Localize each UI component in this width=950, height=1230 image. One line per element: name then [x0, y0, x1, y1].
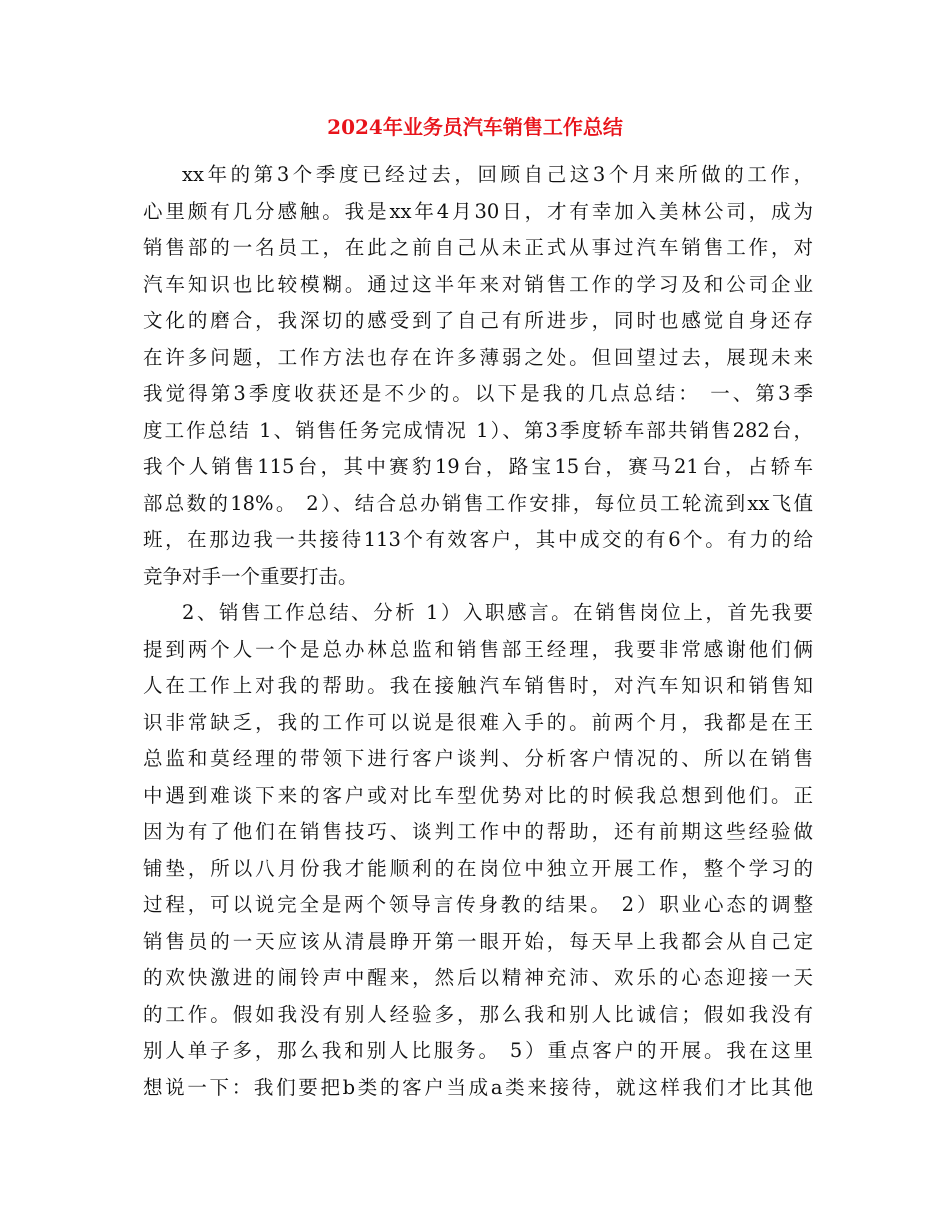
paragraph-1-line: 汽车知识也比较模糊。通过这半年来对销售工作的学习及和公司企业 [143, 272, 813, 296]
paragraph-1-line: 在许多问题，工作方法也存在许多薄弱之处。但回望过去，展现未来 [143, 345, 813, 369]
document-body [143, 157, 813, 1106]
paragraph-2-line: 总监和莫经理的带领下进行客户谈判、分析客户情况的、所以在销售 [143, 747, 813, 770]
paragraph-2-line: 2、销售工作总结、分析 1）入职感言。在销售岗位上，首先我要 [182, 601, 813, 624]
paragraph-2-line: 的工作。假如我没有别人经验多，那么我和别人比诚信；假如我没有 [143, 1002, 813, 1026]
paragraph-1-line: 心里颇有几分感触。我是xx年4月30日，才有幸加入美林公司，成为 [143, 199, 813, 223]
paragraph-1-line: 度工作总结 1、销售任务完成情况 1）、第3季度轿车部共销售282台， [143, 418, 813, 442]
paragraph-2-line: 的欢快激进的闹铃声中醒来，然后以精神充沛、欢乐的心态迎接一天 [143, 966, 813, 989]
paragraph-1-line: xx年的第3个季度已经过去，回顾自己这3个月来所做的工作， [182, 163, 813, 186]
paragraph-2-line: 识非常缺乏，我的工作可以说是很难入手的。前两个月，我都是在王 [143, 710, 813, 734]
paragraph-1-line: 我个人销售115台，其中赛豹19台，路宝15台，赛马21台，占轿车 [143, 455, 813, 478]
paragraph-1-line: 竞争对手一个重要打击。 [143, 564, 358, 588]
paragraph-2-line: 人在工作上对我的帮助。我在接触汽车销售时，对汽车知识和销售知 [143, 674, 813, 697]
paragraph-2-line: 铺垫，所以八月份我才能顺利的在岗位中独立开展工作，整个学习的 [143, 856, 813, 880]
paragraph-1-line: 班，在那边我一共接待113个有效客户，其中成交的有6个。有力的给 [143, 528, 813, 551]
document-title: 2024年业务员汽车销售工作总结 [327, 115, 623, 139]
paragraph-2-line: 过程，可以说完全是两个领导言传身教的结果。 2）职业心态的调整 [143, 893, 813, 916]
paragraph-1-line: 我觉得第3季度收获还是不少的。以下是我的几点总结： 一、第3季 [143, 382, 813, 405]
paragraph-1-line: 销售部的一名员工，在此之前自己从未正式从事过汽车销售工作，对 [143, 236, 813, 259]
paragraph-2-line: 想说一下：我们要把b类的客户当成a类来接待，就这样我们才比其他 [143, 1075, 813, 1099]
paragraph-1-line: 部总数的18%。 2）、结合总办销售工作安排，每位员工轮流到xx飞值 [143, 491, 813, 515]
paragraph-1-line: 文化的磨合，我深切的感受到了自己有所进步，同时也感觉自身还存 [143, 309, 813, 332]
paragraph-2-line: 别人单子多，那么我和别人比服务。 5）重点客户的开展。我在这里 [143, 1039, 813, 1062]
paragraph-2-line: 因为有了他们在销售技巧、谈判工作中的帮助，还有前期这些经验做 [143, 820, 813, 843]
paragraph-2-line: 销售员的一天应该从清晨睁开第一眼开始，每天早上我都会从自己定 [143, 929, 813, 953]
paragraph-2-line: 提到两个人一个是总办林总监和销售部王经理，我要非常感谢他们俩 [143, 637, 813, 661]
paragraph-2-line: 中遇到难谈下来的客户或对比车型优势对比的时候我总想到他们。正 [143, 783, 813, 807]
